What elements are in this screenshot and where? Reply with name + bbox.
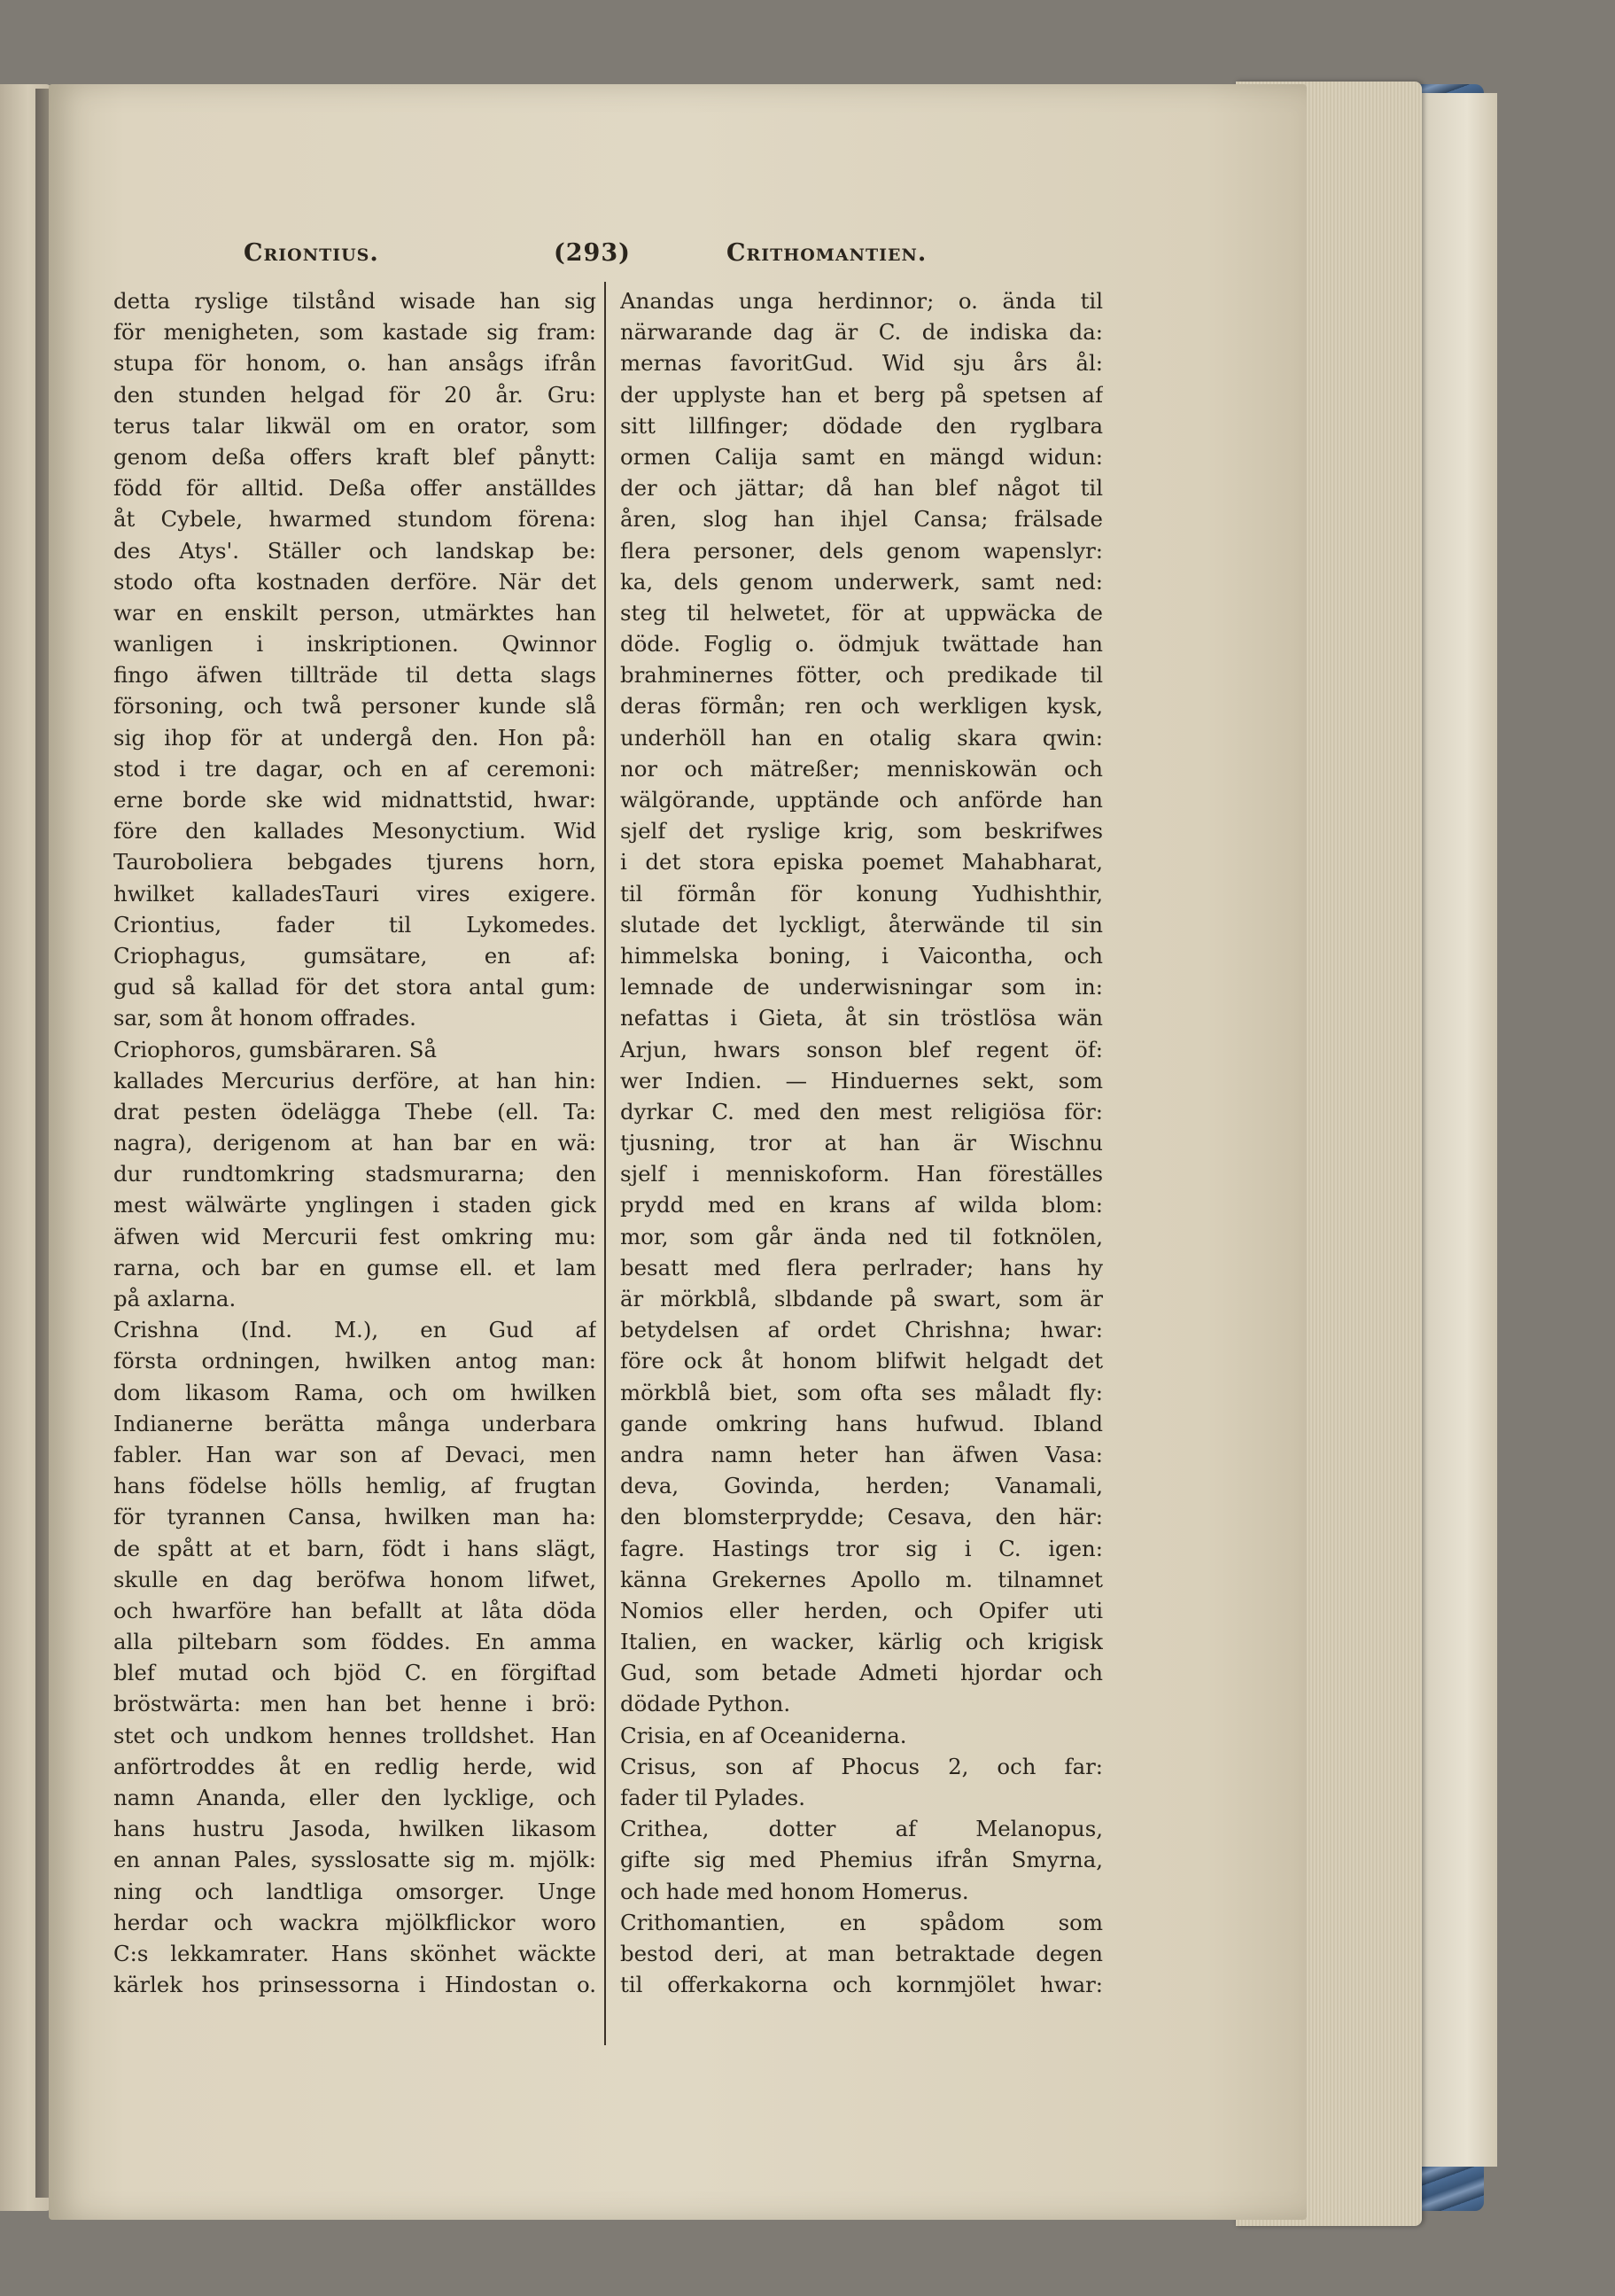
text-line: sig ihop för at undergå den. Hon på: [113,724,596,751]
text-line: herdar och wackra mjölkflickor woro [113,1909,596,1935]
text-line: wer Indien. — Hinduernes sekt, som [620,1067,1103,1094]
text-line: före ock åt honom blifwit helgadt det [620,1348,1103,1374]
text-line: Gud, som betade Admeti hjordar och [620,1660,1103,1686]
text-line: stod i tre dagar, och en af ceremoni: [113,755,596,782]
text-line: skulle en dag beröfwa honom lifwet, [113,1566,596,1592]
text-line: sjelf det ryslige krig, som beskrifwes [620,818,1103,844]
text-line: lemnade de underwisningar som in: [620,974,1103,1000]
text-line: blef mutad och bjöd C. en förgiftad [113,1660,596,1686]
text-line: brahminernes fötter, och predikade til [620,662,1103,689]
text-line: kärlek hos prinsessorna i Hindostan o. [113,1972,596,1998]
text-line: der och jättar; då han blef något til [620,475,1103,502]
text-line: stupa för honom, o. han ansågs ifrån [113,350,596,377]
text-line: mor, som går ända ned til fotknölen, [620,1223,1103,1249]
text-line: flera personer, dels genom wapenslyr: [620,537,1103,564]
text-line: försoning, och twå personer kunde slå [113,693,596,720]
text-line: bröstwärta: men han bet henne i brö: [113,1691,596,1717]
text-line: deva, Govinda, herden; Vanamali, [620,1473,1103,1499]
text-column-right [620,285,1103,2000]
text-line: mest wälwärte ynglingen i staden gick [113,1192,596,1218]
text-line: hwilket kalladesTauri vires exigere. [113,880,596,907]
text-line: nagra), derigenom at han bar en wä: [113,1130,596,1156]
column-divider [604,282,606,2045]
text-line: Criophagus, gumsätare, en af: [113,942,596,969]
text-line: wanligen i inskriptionen. Qwinnor [113,631,596,658]
text-line: fabler. Han war son af Devaci, men [113,1441,596,1467]
text-line: på axlarna. [113,1286,237,1311]
text-line: des Atys'. Ställer och landskap be: [113,537,596,564]
text-line: fader til Pylades. [620,1785,806,1810]
text-line: före den kallades Mesonyctium. Wid [113,818,596,844]
text-line: betydelsen af ordet Chrishna; hwar: [620,1317,1103,1343]
text-line: deras förmån; ren och werkligen kysk, [620,693,1103,720]
text-line: sitt lillfinger; dödade den ryglbara [620,412,1103,439]
text-line: Crishna (Ind. M.), en Gud af [113,1317,596,1343]
text-line: den stunden helgad för 20 år. Gru: [113,381,596,408]
header-right-word: Crithomantien. [726,239,928,267]
text-line: der upplyste han et berg på spetsen af [620,381,1103,408]
text-line: mörkblå biet, som ofta ses måladt fly: [620,1379,1103,1405]
text-line: tjusning, tror at han är Wischnu [620,1130,1103,1156]
text-line: nefattas i Gieta, åt sin tröstlösa wän [620,1005,1103,1031]
text-line: sjelf i menniskoform. Han föreställes [620,1161,1103,1187]
text-line: rarna, och bar en gumse ell. et lam [113,1254,596,1280]
header-left-word: Criontius. [244,239,379,267]
text-line: andra namn heter han äfwen Vasa: [620,1441,1103,1467]
text-line: dödade Python. [620,1691,791,1717]
page-number: (293) [554,239,631,267]
text-line: Criophoros, gumsbäraren. Så [113,1036,438,1062]
text-line: ning och landtliga omsorger. Unge [113,1878,596,1904]
text-line: ormen Calija samt en mängd widun: [620,443,1103,470]
text-line: besatt med flera perlrader; hans hy [620,1254,1103,1280]
text-line: til förmån för konung Yudhishthir, [620,880,1103,907]
text-line: Crithea, dotter af Melanopus, [620,1816,1103,1842]
text-line: Crisus, son af Phocus 2, och far: [620,1753,1103,1779]
text-line: gande omkring hans hufwud. Ibland [620,1410,1103,1436]
text-line: anförtroddes åt en redlig herde, wid [113,1753,596,1779]
text-line: mernas favoritGud. Wid sju års ål: [620,350,1103,377]
text-line: för menigheten, som kastade sig fram: [113,319,596,346]
text-line: fingo äfwen tillträde til detta slags [113,662,596,689]
text-line: i det stora episka poemet Mahabharat, [620,849,1103,876]
text-line: Tauroboliera bebgades tjurens horn, [113,849,596,876]
text-line: första ordningen, hwilken antog man: [113,1348,596,1374]
text-line: Italien, en wacker, kärlig och krigisk [620,1629,1103,1655]
text-line: Nomios eller herden, och Opifer uti [620,1597,1103,1623]
text-line: åren, slog han ihjel Cansa; frälsade [620,506,1103,533]
text-line: ka, dels genom underwerk, samt ned: [620,568,1103,595]
text-line: sar, som åt honom offrades. [113,1005,416,1031]
text-line: underhöll han en otalig skara qwin: [620,724,1103,751]
text-line: känna Grekernes Apollo m. tilnamnet [620,1566,1103,1592]
text-line: wälgörande, upptände och anförde han [620,787,1103,813]
text-line: drat pesten ödelägga Thebe (ell. Ta: [113,1098,596,1125]
text-line: döde. Foglig o. ödmjuk twättade han [620,631,1103,658]
text-line: nor och mätreßer; menniskowän och [620,755,1103,782]
text-line: detta ryslige tilstånd wisade han sig [113,288,596,314]
text-line: dur rundtomkring stadsmurarna; den [113,1161,596,1187]
text-line: alla piltebarn som föddes. En amma [113,1629,596,1655]
text-line: för tyrannen Cansa, hwilken man ha: [113,1504,596,1530]
text-line: terus talar likwäl om en orator, som [113,412,596,439]
text-line: stet och undkom hennes trolldshet. Han [113,1722,596,1748]
text-line: til offerkakorna och kornmjölet hwar: [620,1972,1103,1998]
text-line: är mörkblå, slbdande på swart, som är [620,1286,1103,1311]
text-line: den blomsterprydde; Cesava, den här: [620,1504,1103,1530]
text-line: genom deßa offers kraft blef pånytt: [113,443,596,470]
text-line: åt Cybele, hwarmed stundom förena: [113,506,596,533]
text-line: erne borde ske wid midnattstid, hwar: [113,787,596,813]
text-line: närwarande dag är C. de indiska da: [620,319,1103,346]
text-line: fagre. Hastings tror sig i C. igen: [620,1535,1103,1561]
text-line: stodo ofta kostnaden derföre. När det [113,568,596,595]
text-line: Crithomantien, en spådom som [620,1909,1103,1935]
text-line: namn Ananda, eller den lycklige, och [113,1785,596,1810]
text-line: och hwarföre han befallt at låta döda [113,1597,596,1623]
text-line: Arjun, hwars sonson blef regent öf: [620,1036,1103,1062]
text-line: slutade det lyckligt, återwände til sin [620,911,1103,938]
text-line: kallades Mercurius derföre, at han hin: [113,1067,596,1094]
text-line: hans hustru Jasoda, hwilken likasom [113,1816,596,1842]
text-line: Anandas unga herdinnor; o. ända til [620,288,1103,314]
text-line: bestod deri, at man betraktade degen [620,1940,1103,1966]
endpaper [1422,93,1497,2167]
text-line: gifte sig med Phemius ifrån Smyrna, [620,1847,1103,1873]
text-line: de spått at et barn, födt i hans slägt, [113,1535,596,1561]
text-line: himmelska boning, i Vaicontha, och [620,942,1103,969]
text-line: Crisia, en af Oceaniderna. [620,1722,907,1748]
text-line: Criontius, fader til Lykomedes. [113,911,596,938]
text-line: C:s lekkamrater. Hans skönhet wäckte [113,1940,596,1966]
text-line: och hade med honom Homerus. [620,1878,969,1904]
text-line: gud så kallad för det stora antal gum: [113,974,596,1000]
text-line: prydd med en krans af wilda blom: [620,1192,1103,1218]
text-column-left [113,285,596,2000]
text-line: war en enskilt person, utmärktes han [113,599,596,626]
text-line: Indianerne berätta många underbara [113,1410,596,1436]
text-line: en annan Pales, sysslosatte sig m. mjölk: [113,1847,596,1873]
text-line: dyrkar C. med den mest religiösa för: [620,1098,1103,1125]
text-line: dom likasom Rama, och om hwilken [113,1379,596,1405]
running-header [142,239,1143,280]
text-line: steg til helwetet, för at uppwäcka de [620,599,1103,626]
text-line: äfwen wid Mercurii fest omkring mu: [113,1223,596,1249]
text-line: hans födelse hölls hemlig, af frugtan [113,1473,596,1499]
text-line: född för alltid. Deßa offer anställdes [113,475,596,502]
